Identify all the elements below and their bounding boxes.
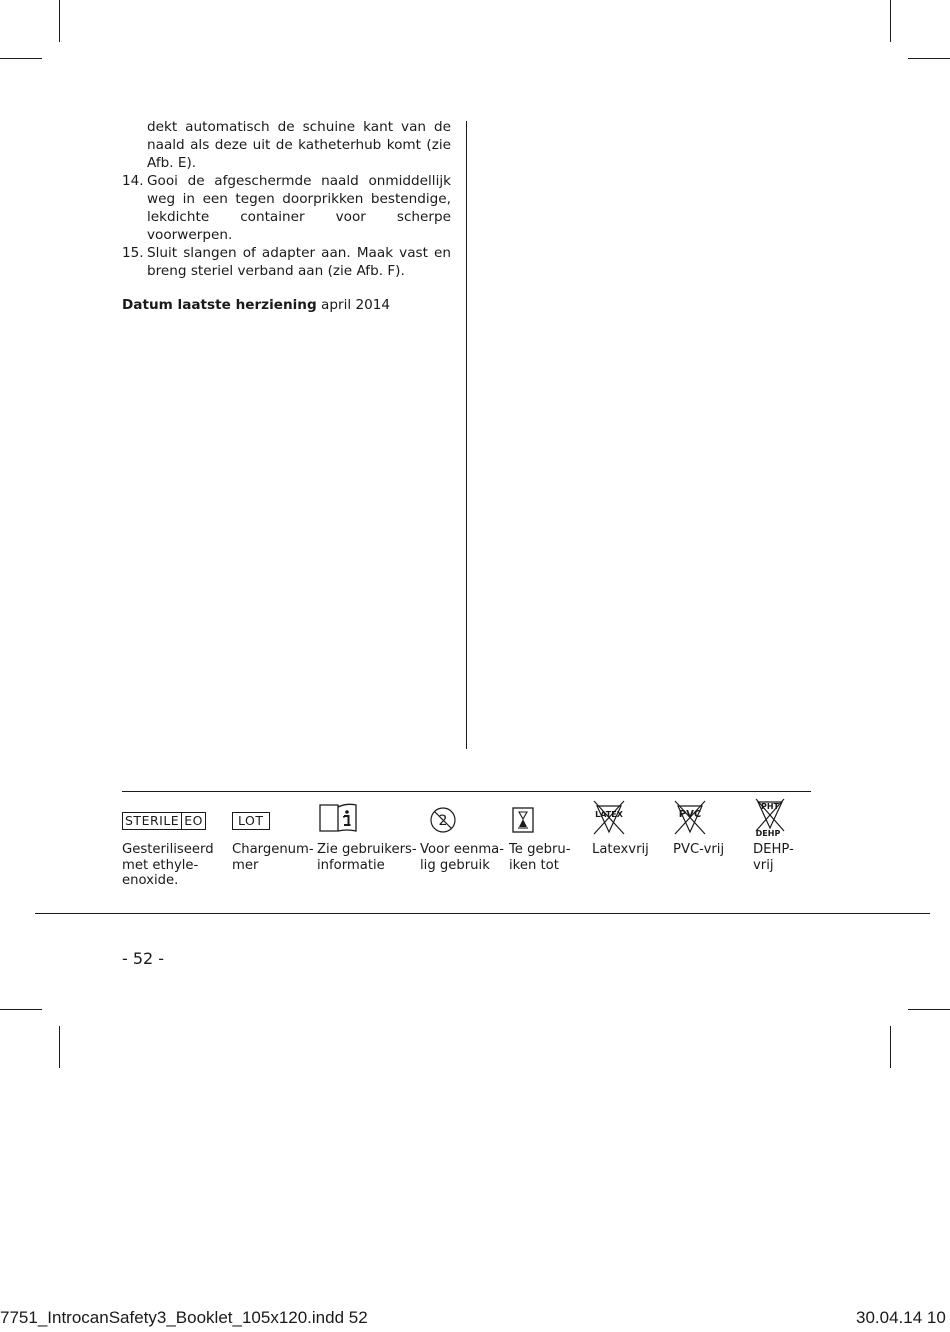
- crop-mark: [59, 0, 60, 42]
- svg-text:2: 2: [438, 813, 448, 829]
- pvc-free-icon: [672, 798, 708, 838]
- symbol-caption: Chargenum-mer: [232, 842, 314, 873]
- crop-mark: [908, 58, 950, 59]
- svg-text:PVC: PVC: [678, 809, 702, 820]
- svg-text:PHT: PHT: [760, 802, 780, 811]
- footer-rule: [35, 913, 930, 914]
- symbol-lot: [232, 798, 314, 873]
- symbol-caption: Latexvrij: [592, 842, 649, 857]
- symbol-caption: Zie gebruikers-informatie: [317, 842, 417, 873]
- revision-value: april 2014: [321, 297, 391, 313]
- sterile-eo-icon: STERILE EO: [122, 812, 206, 830]
- lot-icon: LOT: [232, 812, 270, 830]
- svg-text:LATEX: LATEX: [595, 810, 623, 819]
- symbol-dehp-free: [753, 798, 813, 873]
- step-text: Gooi de afgeschermde naald onmiddellijk weg in een tegen doorprikken bestendige, lekdichte container voor scherpe voorwerpen.: [147, 173, 451, 243]
- slug-filename: 7751_IntrocanSafety3_Booklet_105x120.indd 52: [0, 1308, 368, 1327]
- symbol-pvc-free: [673, 798, 751, 858]
- continuation-text: dekt automatisch de schuine kant van de naald als deze uit de katheterhub komt (zie Afb. E).: [147, 119, 451, 171]
- symbol-sterile-eo: [122, 798, 227, 889]
- symbol-caption: PVC-vrij: [673, 842, 725, 857]
- step-15: [122, 244, 451, 280]
- symbol-caption: Gesteriliseerd met ethyle-enoxide.: [122, 842, 214, 888]
- symbol-single-use: [420, 798, 508, 873]
- revision-label: Datum laatste herziening: [122, 297, 317, 313]
- single-use-icon: [428, 805, 458, 835]
- symbol-use-by: [509, 798, 589, 873]
- slug-date: 30.04.14 10: [856, 1308, 946, 1327]
- dehp-free-icon: [752, 796, 788, 840]
- svg-text:DEHP: DEHP: [755, 829, 781, 838]
- symbol-instructions: [317, 798, 417, 873]
- instructions-column: [122, 118, 451, 314]
- column-divider: [466, 121, 467, 749]
- symbol-caption: Voor eenma-lig gebruik: [420, 842, 505, 873]
- hourglass-icon: [511, 806, 537, 836]
- crop-mark: [890, 0, 891, 42]
- step-number: 15.: [122, 245, 144, 261]
- symbol-caption: DEHP-vrij: [753, 842, 794, 873]
- symbol-caption: Te gebru-iken tot: [509, 842, 571, 873]
- page-number: - 52 -: [122, 949, 165, 968]
- step-number: 14.: [122, 173, 144, 189]
- crop-mark: [0, 58, 42, 59]
- crop-mark: [59, 1026, 60, 1068]
- instructions-book-icon: [319, 802, 359, 834]
- latex-free-icon: [591, 798, 627, 838]
- legend-top-rule: [122, 791, 811, 792]
- crop-mark: [908, 1009, 950, 1010]
- crop-mark: [0, 1009, 42, 1010]
- revision-date: [122, 296, 451, 314]
- step-text: Sluit slangen of adapter aan. Maak vast en breng steriel verband aan (zie Afb. F).: [147, 245, 451, 279]
- crop-mark: [890, 1026, 891, 1068]
- step-14: [122, 172, 451, 244]
- symbol-latex-free: [592, 798, 670, 858]
